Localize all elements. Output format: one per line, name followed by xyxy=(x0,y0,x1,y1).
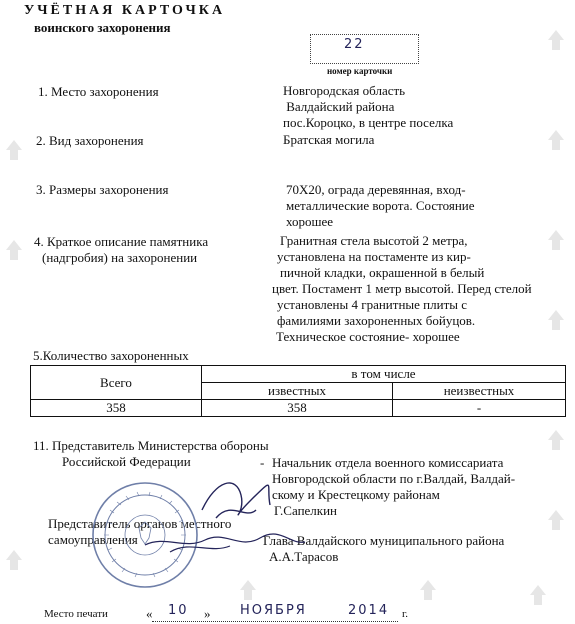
count-header-total: Всего xyxy=(31,366,202,400)
local-label-line: Представитель органов местного xyxy=(48,516,232,531)
count-value-total: 358 xyxy=(31,400,202,417)
field-type-value: Братская могила xyxy=(283,132,375,147)
field-description-line: установлена на постаменте из кир- xyxy=(277,249,471,264)
field-place-line: Новгородская область xyxy=(283,83,406,98)
date-open-quote: « xyxy=(146,606,153,621)
date-year: 2014 xyxy=(348,603,390,618)
date-month: НОЯБРЯ xyxy=(240,603,307,618)
date-day: 10 xyxy=(168,603,189,618)
date-underline xyxy=(152,621,398,622)
field-size-label: 3. Размеры захоронения xyxy=(36,182,169,197)
field-description-line: фамилиями захороненных бойуцов. xyxy=(277,313,476,328)
field-description-value xyxy=(272,233,532,345)
ministry-representative-value xyxy=(272,455,515,519)
table-row xyxy=(31,400,566,417)
count-header-unknown: неизвестных xyxy=(393,383,566,400)
ministry-line: Начальник отдела военного комиссариата xyxy=(272,455,504,470)
field-size-line: 70Х20, ограда деревянная, вход- xyxy=(286,182,466,197)
table-row xyxy=(31,366,566,383)
local-line: Глава Валдайского муниципального района xyxy=(263,533,505,548)
field-place-label: 1. Место захоронения xyxy=(38,84,159,99)
stamp-place-label: Место печати xyxy=(44,608,108,620)
date-close-quote: » xyxy=(204,606,211,621)
card-number-caption: номер карточки xyxy=(327,66,393,76)
ministry-label-line: 11. Представитель Министерства обороны xyxy=(33,438,269,453)
field-place-line: Валдайский района xyxy=(283,99,395,114)
field-size-value xyxy=(286,182,475,230)
field-size-line: металлические ворота. Состояние xyxy=(286,198,475,213)
field-description-line: пичной кладки, окрашенной в белый xyxy=(280,265,485,280)
field-description-line: установлены 4 гранитные плиты с xyxy=(277,297,467,312)
field-size-line: хорошее xyxy=(286,214,334,229)
document-title: УЧЁТНАЯ КАРТОЧКА xyxy=(24,3,226,18)
count-value-known: 358 xyxy=(202,400,393,417)
count-header-known: известных xyxy=(202,383,393,400)
field-description-line: Техническое состояние- хорошее xyxy=(276,329,460,344)
ministry-label-line: Российской Федерации xyxy=(62,454,191,469)
field-type-label: 2. Вид захоронения xyxy=(36,133,144,148)
local-line: А.А.Тарасов xyxy=(269,549,339,564)
field-description-label-line: (надгробия) на захоронении xyxy=(42,250,198,265)
local-label-line: самоуправления xyxy=(48,532,138,547)
ministry-representative-label xyxy=(33,438,269,470)
count-table xyxy=(30,365,566,417)
ministry-line: Новгородской области по г.Валдай, Валдай- xyxy=(272,471,516,486)
document-subtitle: воинского захоронения xyxy=(34,20,171,35)
ministry-line: Г.Сапелкин xyxy=(274,503,338,518)
field-description-label-line: 4. Краткое описание памятника xyxy=(34,234,209,249)
count-value-unknown: - xyxy=(393,400,566,417)
ministry-dash: - xyxy=(260,455,265,470)
card-number: 22 xyxy=(344,37,365,52)
count-label: 5.Количество захороненных xyxy=(33,348,189,363)
count-header-including: в том числе xyxy=(202,366,566,383)
field-place-line: пос.Короцко, в центре поселка xyxy=(283,115,454,130)
date-year-suffix: г. xyxy=(402,608,409,620)
field-description-label xyxy=(34,234,208,266)
ministry-line: скому и Крестецкому районам xyxy=(272,487,440,502)
field-description-line: Гранитная стела высотой 2 метра, xyxy=(280,233,468,248)
field-description-line: цвет. Постамент 1 метр высотой. Перед стелой xyxy=(272,281,532,296)
local-signature xyxy=(140,520,310,560)
field-place-value xyxy=(283,83,453,131)
